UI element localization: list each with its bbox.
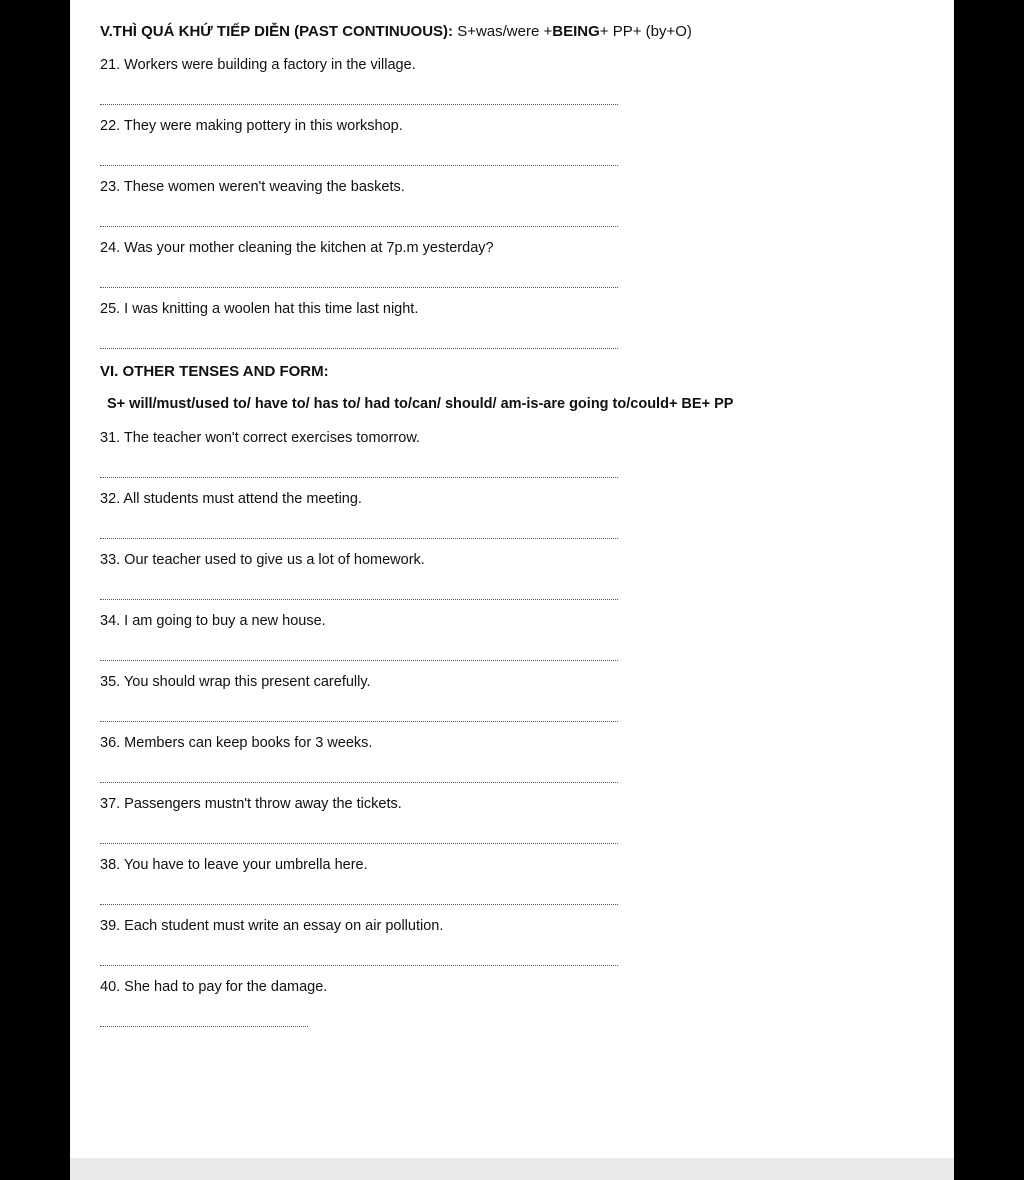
answer-line-22[interactable] bbox=[100, 151, 618, 166]
exercise-40: 40. She had to pay for the damage. bbox=[100, 979, 328, 995]
answer-line-25[interactable] bbox=[100, 334, 618, 349]
section-5-formula-a: S+was/were + bbox=[453, 23, 553, 40]
page-bottom-edge bbox=[70, 1158, 954, 1180]
answer-line-35[interactable] bbox=[100, 707, 618, 722]
exercise-32: 32. All students must attend the meeting. bbox=[100, 491, 362, 507]
answer-line-24[interactable] bbox=[100, 273, 618, 288]
section-5-formula-bold: BEING bbox=[552, 23, 600, 40]
answer-line-34[interactable] bbox=[100, 646, 618, 661]
section-5-formula-b: + PP+ (by+O) bbox=[599, 23, 692, 40]
answer-line-31[interactable] bbox=[100, 463, 618, 478]
answer-line-32[interactable] bbox=[100, 524, 618, 539]
answer-line-39[interactable] bbox=[100, 951, 618, 966]
exercise-37: 37. Passengers mustn't throw away the tickets. bbox=[100, 796, 402, 812]
section-5-title bbox=[100, 20, 860, 44]
exercise-25: 25. I was knitting a woolen hat this time last night. bbox=[100, 301, 419, 317]
answer-line-23[interactable] bbox=[100, 212, 618, 227]
answer-line-36[interactable] bbox=[100, 768, 618, 783]
exercise-38: 38. You have to leave your umbrella here. bbox=[100, 857, 368, 873]
section-6-formula: S+ will/must/used to/ have to/ has to/ had to/can/ should/ am-is-are going to/could+ BE+ PP bbox=[107, 396, 734, 412]
answer-line-37[interactable] bbox=[100, 829, 618, 844]
exercise-34: 34. I am going to buy a new house. bbox=[100, 613, 326, 629]
answer-line-33[interactable] bbox=[100, 585, 618, 600]
answer-line-38[interactable] bbox=[100, 890, 618, 905]
answer-line-21[interactable] bbox=[100, 90, 618, 105]
worksheet-content bbox=[100, 20, 860, 1033]
exercise-24: 24. Was your mother cleaning the kitchen at 7p.m yesterday? bbox=[100, 240, 494, 256]
exercise-33: 33. Our teacher used to give us a lot of homework. bbox=[100, 552, 425, 568]
exercise-36: 36. Members can keep books for 3 weeks. bbox=[100, 735, 373, 751]
exercise-22: 22. They were making pottery in this workshop. bbox=[100, 118, 403, 134]
answer-line-40[interactable] bbox=[100, 1012, 308, 1027]
exercise-21: 21. Workers were building a factory in the village. bbox=[100, 57, 416, 73]
exercise-31: 31. The teacher won't correct exercises tomorrow. bbox=[100, 430, 421, 446]
section-5-title-bold: V.THÌ QUÁ KHỨ TIẾP DIỄN (PAST CONTINUOUS): bbox=[100, 23, 454, 40]
exercise-23: 23. These women weren't weaving the baskets. bbox=[100, 179, 405, 195]
exercise-39: 39. Each student must write an essay on air pollution. bbox=[100, 918, 444, 934]
exercise-35: 35. You should wrap this present carefully. bbox=[100, 674, 371, 690]
section-6-title: VI. OTHER TENSES AND FORM: bbox=[100, 363, 329, 380]
